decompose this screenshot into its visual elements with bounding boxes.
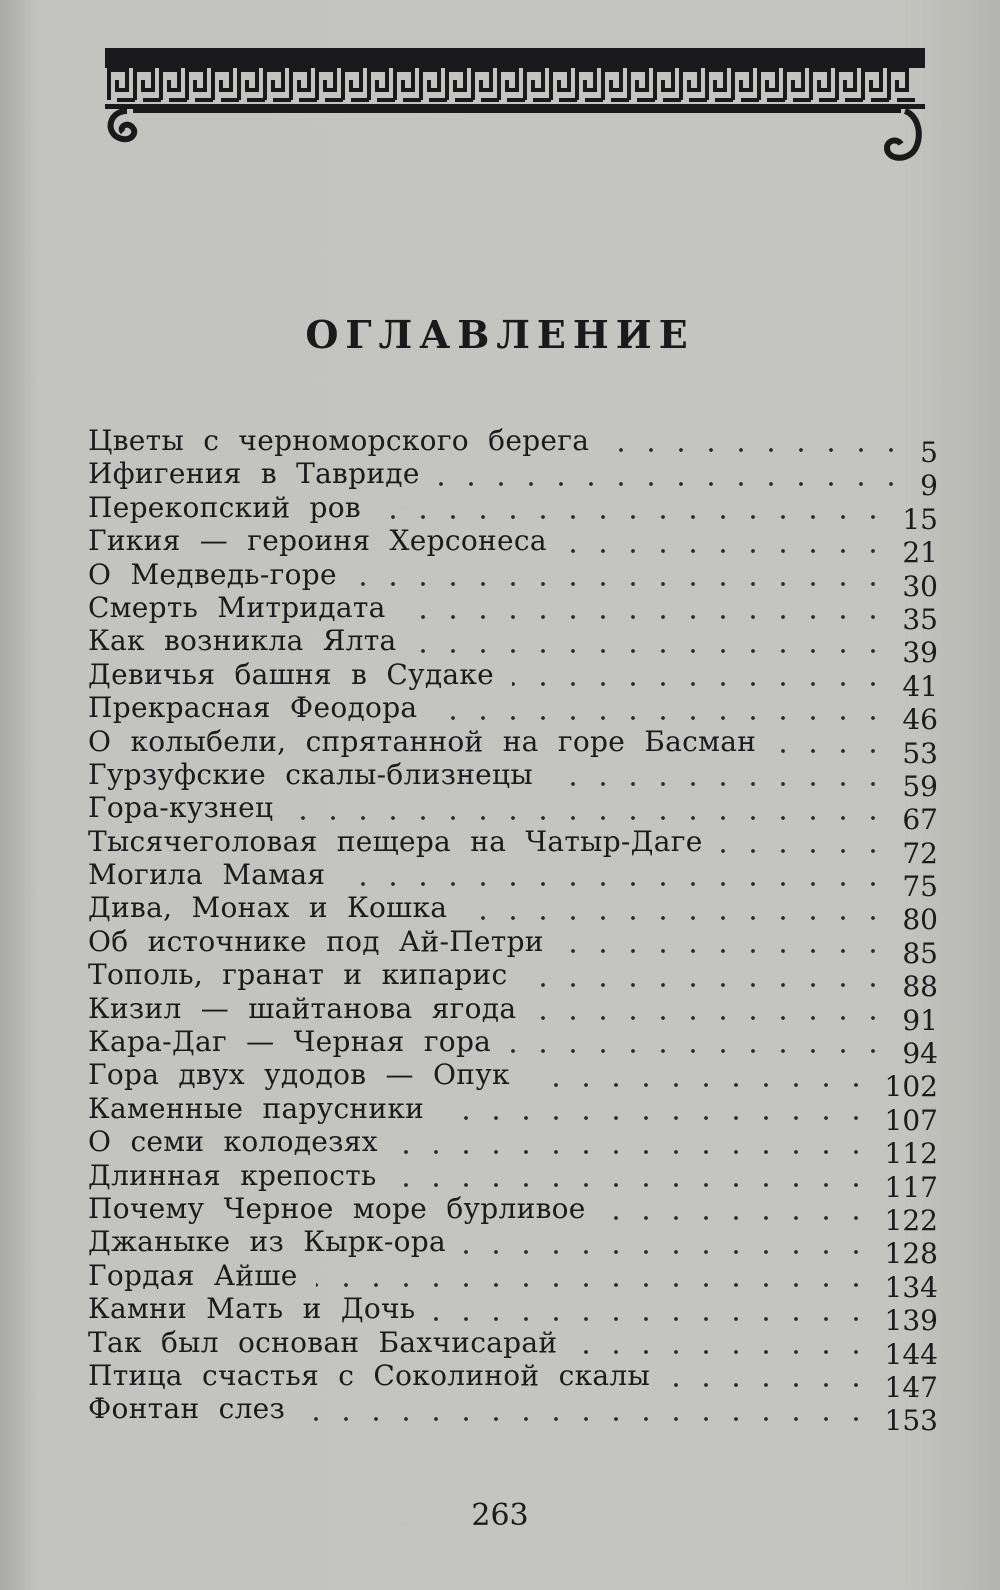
- toc-entry-title: Прекрасная Феодора: [88, 691, 418, 725]
- toc-entry-page: 107: [884, 1103, 938, 1137]
- dot-leader: [355, 582, 888, 586]
- dot-leader: [395, 1183, 871, 1187]
- toc-entry-page: 30: [902, 569, 938, 603]
- toc-entry-title: Джаныке из Кырк-ора: [88, 1225, 446, 1259]
- toc-entry-title: Ифигения в Тавриде: [88, 457, 420, 491]
- toc-entry: [88, 924, 938, 970]
- toc-entry-page: 134: [884, 1270, 938, 1304]
- dot-leader: [509, 1049, 888, 1053]
- dot-leader: [465, 916, 888, 920]
- dot-leader: [562, 949, 888, 953]
- toc-entry: [88, 858, 938, 904]
- toc-entry-title: Дива, Монах и Кошка: [88, 891, 448, 925]
- toc-entry-page: 5: [920, 436, 938, 469]
- toc-entry-page: 35: [902, 602, 938, 636]
- toc-entry-title: Камни Мать и Дочь: [88, 1292, 416, 1326]
- toc-entry-page: 102: [884, 1070, 938, 1104]
- toc-entry: [88, 490, 938, 536]
- toc-entry-page: 112: [884, 1137, 938, 1171]
- toc-entry-page: 85: [902, 936, 938, 970]
- toc-entry-page: 122: [884, 1203, 938, 1237]
- toc-entry-page: 91: [902, 1003, 938, 1037]
- toc-entry: [88, 1125, 938, 1171]
- toc-entry-title: Об источнике под Ай-Петри: [88, 924, 544, 958]
- dot-leader: [528, 1083, 871, 1087]
- toc-entry: [88, 824, 938, 870]
- toc-entry: [88, 424, 938, 469]
- toc-entry-page: 144: [884, 1337, 938, 1371]
- dot-leader: [668, 1383, 871, 1387]
- toc-entry-title: Птица счастья с Соколиной скалы: [88, 1358, 651, 1392]
- dot-leader: [396, 1150, 871, 1154]
- toc-entry: [88, 590, 938, 636]
- dot-leader: [404, 615, 888, 619]
- toc-entry-page: 15: [902, 502, 938, 536]
- page-number: 263: [471, 1498, 529, 1533]
- dot-leader: [604, 1216, 871, 1220]
- toc-entry-page: 94: [902, 1037, 938, 1071]
- toc-entry-title: Кара-Даг — Черная гора: [88, 1025, 492, 1059]
- dot-leader: [525, 983, 888, 987]
- toc-entry-title: Цветы с черноморского берега: [88, 424, 590, 457]
- greek-key-ornament: [105, 40, 935, 180]
- toc-entry-page: 75: [902, 870, 938, 904]
- toc-entry-page: 53: [902, 736, 938, 770]
- toc-entry-page: 88: [902, 970, 938, 1004]
- toc-entry: [88, 791, 938, 837]
- toc-entry-title: Так был основан Бахчисарай: [88, 1325, 558, 1359]
- toc-entry: [88, 1158, 938, 1204]
- toc-entry: [88, 557, 938, 603]
- toc-list: [88, 424, 938, 1438]
- toc-entry-page: 128: [884, 1237, 938, 1271]
- toc-entry-page: 41: [902, 669, 938, 703]
- toc-entry: [88, 1191, 938, 1237]
- toc-entry-title: Каменные парусники: [88, 1091, 425, 1125]
- toc-entry-title: О колыбели, спрятанной на горе Басман: [88, 724, 757, 758]
- toc-entry-title: Гордая Айше: [88, 1258, 298, 1292]
- toc-entry-title: Девичья башня в Судаке: [88, 657, 495, 691]
- toc-entry: [88, 1392, 938, 1438]
- toc-entry-page: 153: [884, 1404, 938, 1438]
- dot-leader: [379, 515, 888, 519]
- toc-entry: [88, 1058, 938, 1104]
- toc-entry: [88, 891, 938, 937]
- dot-leader: [435, 716, 888, 720]
- toc-entry-title: Гикия — героиня Херсонеса: [88, 524, 547, 558]
- dot-leader: [343, 882, 888, 886]
- dot-leader: [774, 749, 888, 753]
- toc-entry-title: Гора двух удодов — Опук: [88, 1058, 510, 1092]
- toc-entry-title: О семи колодезях: [88, 1125, 378, 1159]
- toc-entry-title: Могила Мамая: [88, 858, 326, 892]
- dot-leader: [512, 682, 888, 686]
- dot-leader: [464, 1250, 871, 1254]
- dot-leader: [607, 448, 906, 452]
- toc-entry: [88, 1258, 938, 1304]
- toc-entry-title: Смерть Митридата: [88, 590, 386, 624]
- toc-entry: [88, 1091, 938, 1137]
- dot-leader: [303, 1417, 871, 1421]
- toc-entry-title: Тополь, гранат и кипарис: [88, 958, 508, 992]
- toc-entry-page: 117: [884, 1170, 938, 1204]
- toc-entry: [88, 691, 938, 737]
- toc-entry: [88, 757, 938, 803]
- toc-entry-title: Тысячеголовая пещера на Чатыр-Даге: [88, 824, 703, 858]
- dot-leader: [291, 816, 888, 820]
- toc-entry: [88, 1025, 938, 1071]
- toc-entry: [88, 624, 938, 670]
- dot-leader: [433, 1317, 871, 1321]
- toc-entry-title: Перекопский ров: [88, 490, 361, 524]
- toc-entry: [88, 1292, 938, 1338]
- toc-entry-title: О Медведь-горе: [88, 557, 337, 591]
- toc-entry-title: Гурзуфские скалы-близнецы: [88, 757, 533, 791]
- dot-leader: [534, 1016, 888, 1020]
- toc-entry: [88, 657, 938, 703]
- table-of-contents-heading: ОГЛАВЛЕНИЕ: [305, 312, 695, 357]
- dot-leader: [721, 849, 888, 853]
- toc-entry: [88, 457, 938, 503]
- toc-entry-title: Кизил — шайтанова ягода: [88, 991, 517, 1025]
- toc-entry-page: 39: [902, 636, 938, 670]
- dot-leader: [415, 649, 888, 653]
- dot-leader: [442, 1116, 871, 1120]
- toc-entry: [88, 1225, 938, 1271]
- toc-entry: [88, 991, 938, 1037]
- toc-entry: [88, 1325, 938, 1371]
- toc-entry-title: Как возникла Ялта: [88, 624, 397, 658]
- toc-entry: [88, 524, 938, 570]
- toc-entry-page: 21: [902, 536, 938, 570]
- toc-entry: [88, 724, 938, 770]
- toc-entry-page: 139: [884, 1304, 938, 1338]
- toc-entry-page: 9: [920, 469, 938, 503]
- dot-leader: [438, 482, 906, 486]
- toc-entry-page: 46: [902, 703, 938, 737]
- toc-entry-title: Почему Черное море бурливое: [88, 1191, 586, 1225]
- toc-entry-title: Длинная крепость: [88, 1158, 377, 1192]
- toc-entry-page: 72: [902, 836, 938, 870]
- toc-entry-page: 80: [902, 903, 938, 937]
- toc-entry: [88, 1358, 938, 1404]
- dot-leader: [575, 1350, 871, 1354]
- dot-leader: [551, 782, 888, 786]
- toc-entry-page: 147: [884, 1370, 938, 1404]
- toc-entry: [88, 958, 938, 1004]
- toc-entry-title: Гора-кузнец: [88, 791, 274, 825]
- toc-entry-page: 59: [902, 769, 938, 803]
- dot-leader: [316, 1283, 871, 1287]
- toc-entry-title: Фонтан слез: [88, 1392, 286, 1426]
- toc-entry-page: 67: [902, 803, 938, 837]
- dot-leader: [565, 549, 888, 553]
